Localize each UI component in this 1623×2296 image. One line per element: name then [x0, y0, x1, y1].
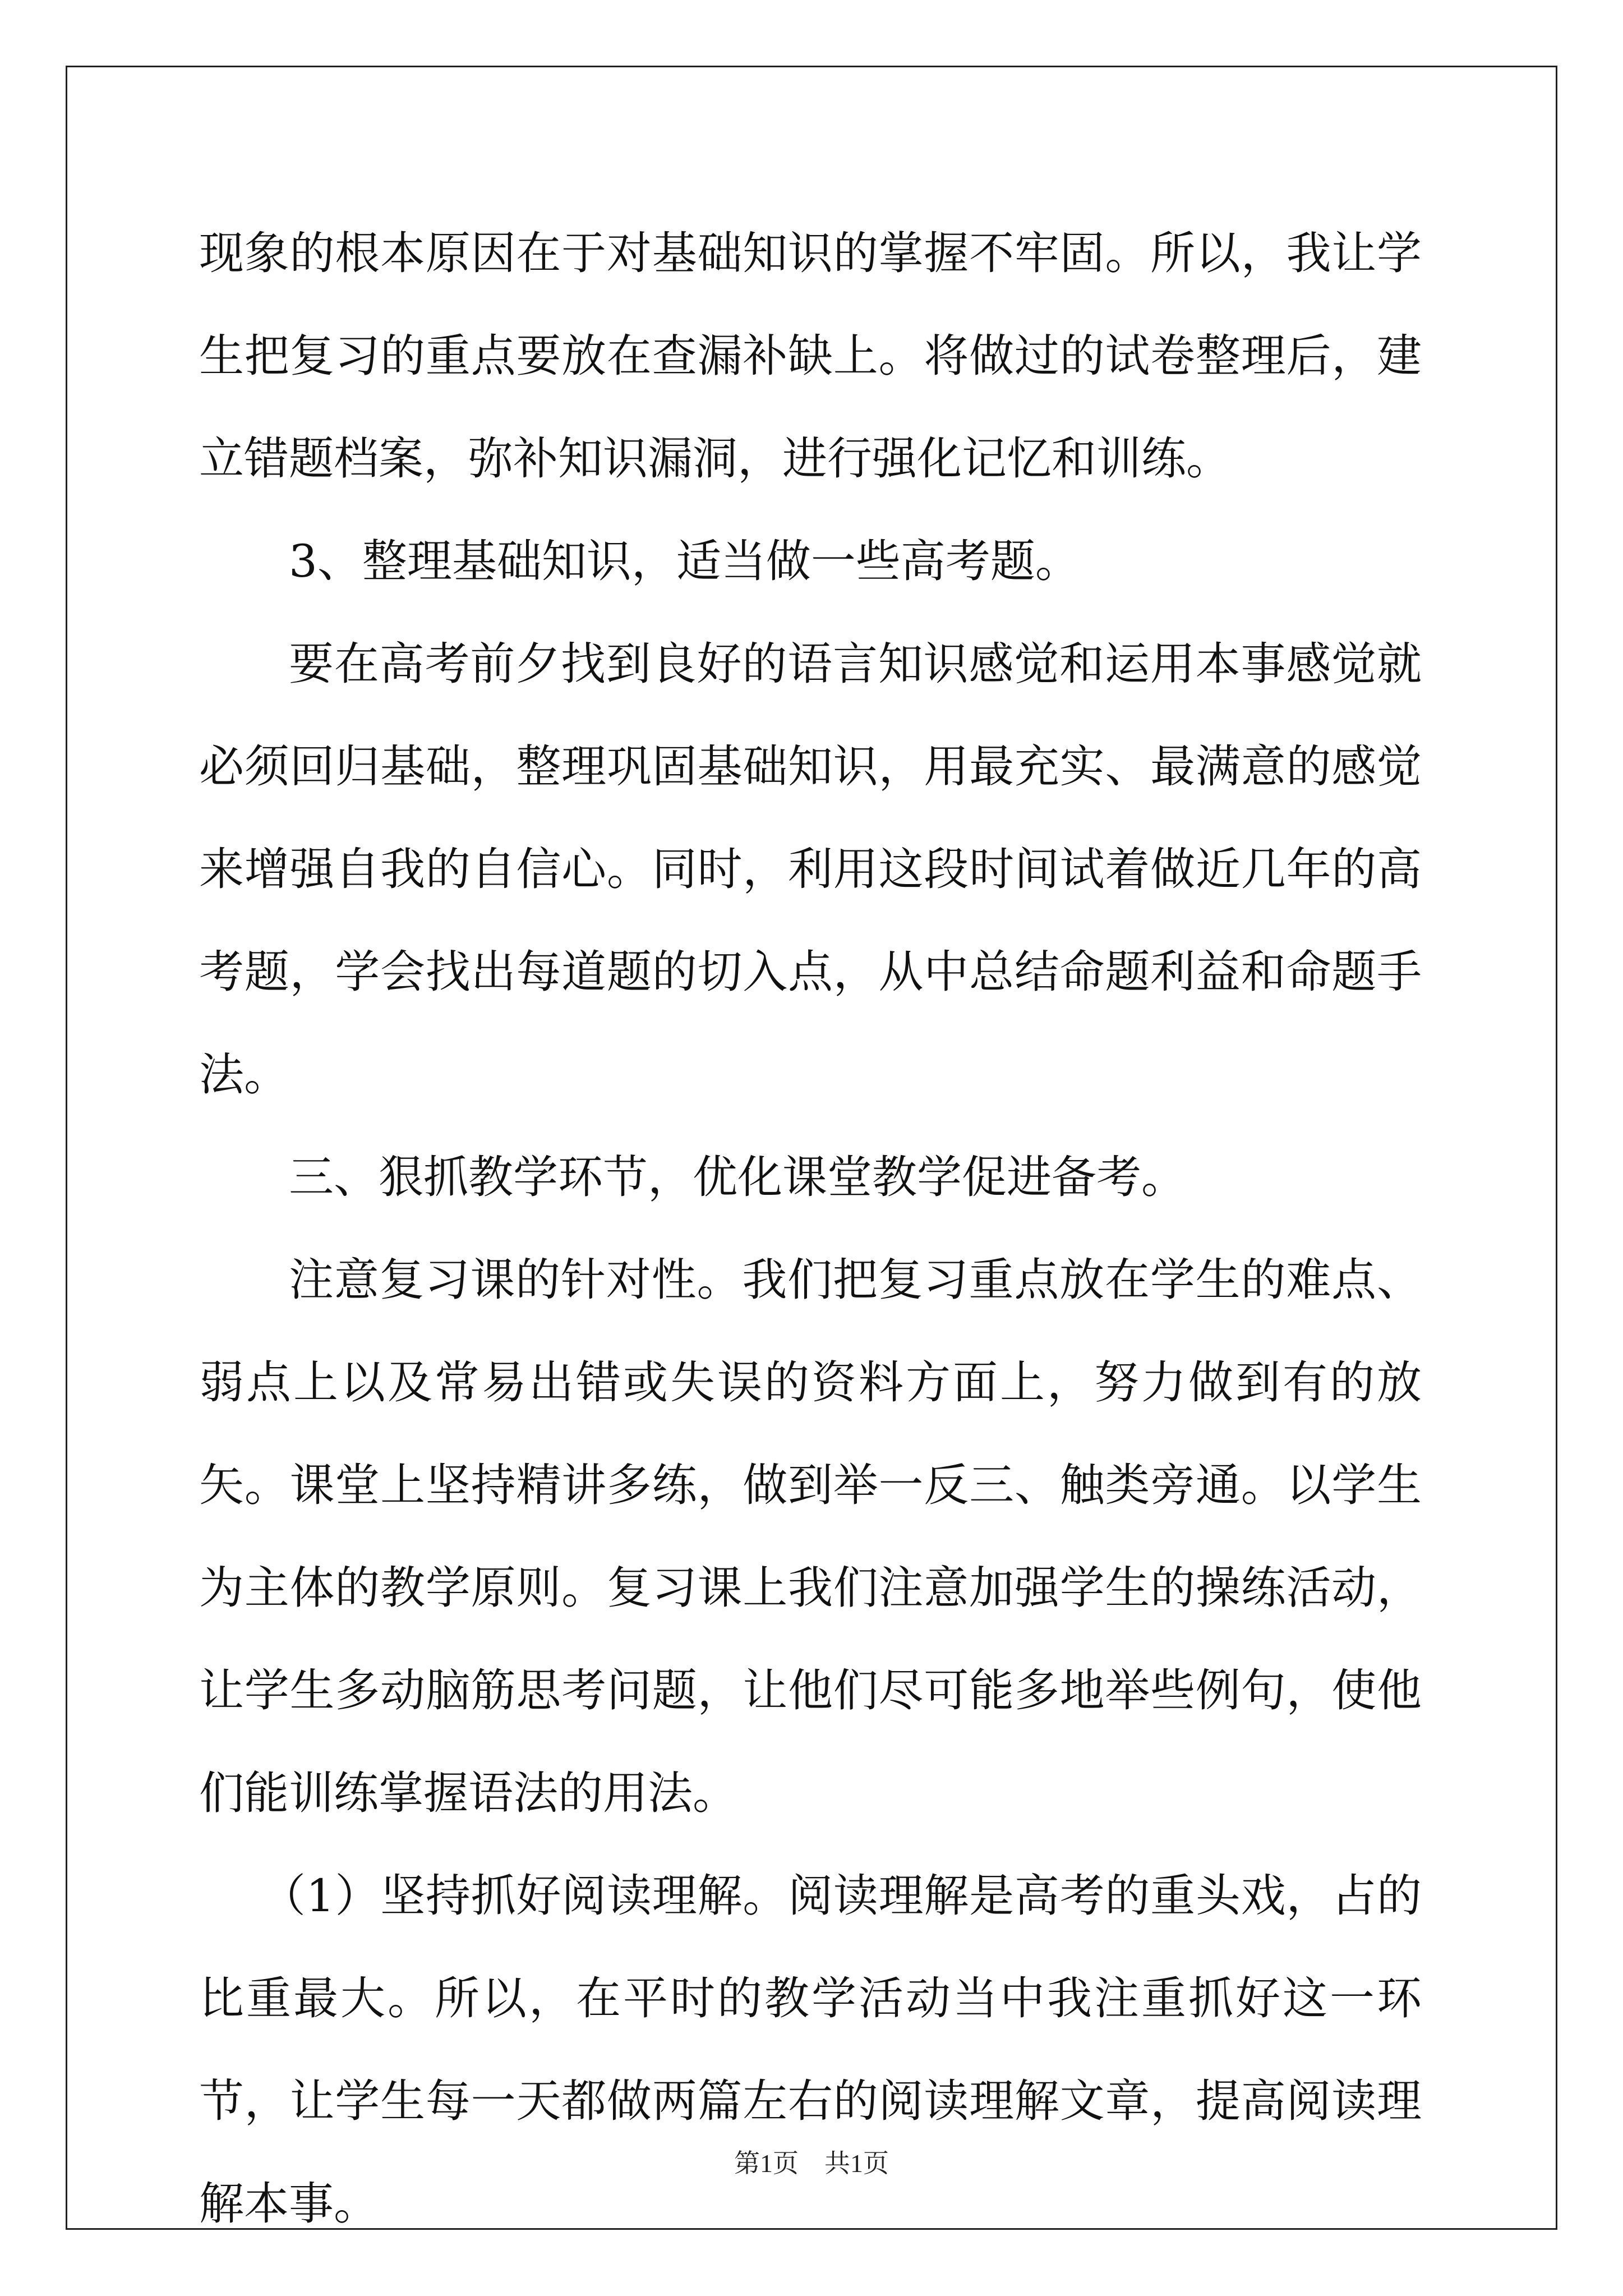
- paragraph: （1）坚持抓好阅读理解。阅读理解是高考的重头戏，占的比重最大。所以，在平时的教学活动当中我注重抓好这一环节，让学生每一天都做两篇左右的阅读理解文章，提高阅读理解本事。: [199, 1870, 1422, 2230]
- page-footer: 第1页 共1页: [734, 2149, 889, 2178]
- paragraph-heading: 3、整理基础知识，适当做一些高考题。: [289, 535, 1080, 587]
- paragraph: 现象的根本原因在于对基础知识的掌握不牢固。所以，我让学生把复习的重点要放在查漏补缺上。将做过的试卷整理后，建立错题档案，弥补知识漏洞，进行强化记忆和训练。: [199, 227, 1422, 485]
- document-body: [199, 202, 1422, 2255]
- paragraph: 注意复习课的针对性。我们把复习重点放在学生的难点、弱点上以及常易出错或失误的资料方面上，努力做到有的放矢。课堂上坚持精讲多练，做到举一反三、触类旁通。以学生为主体的教学原则。复习课上我们注意加强学生的操练活动，让学生多动脑筋思考问题，让他们尽可能多地举些例句，使他们能训练掌握语法的用法。: [199, 1254, 1422, 1819]
- paragraph: 要在高考前夕找到良好的语言知识感觉和运用本事感觉就必须回归基础，整理巩固基础知识，用最充实、最满意的感觉来增强自我的自信心。同时，利用这段时间试着做近几年的高考题，学会找出每道题的切入点，从中总结命题利益和命题手法。: [199, 638, 1422, 1101]
- section-heading: 三、狠抓教学环节，优化课堂教学促进备考。: [289, 1151, 1186, 1203]
